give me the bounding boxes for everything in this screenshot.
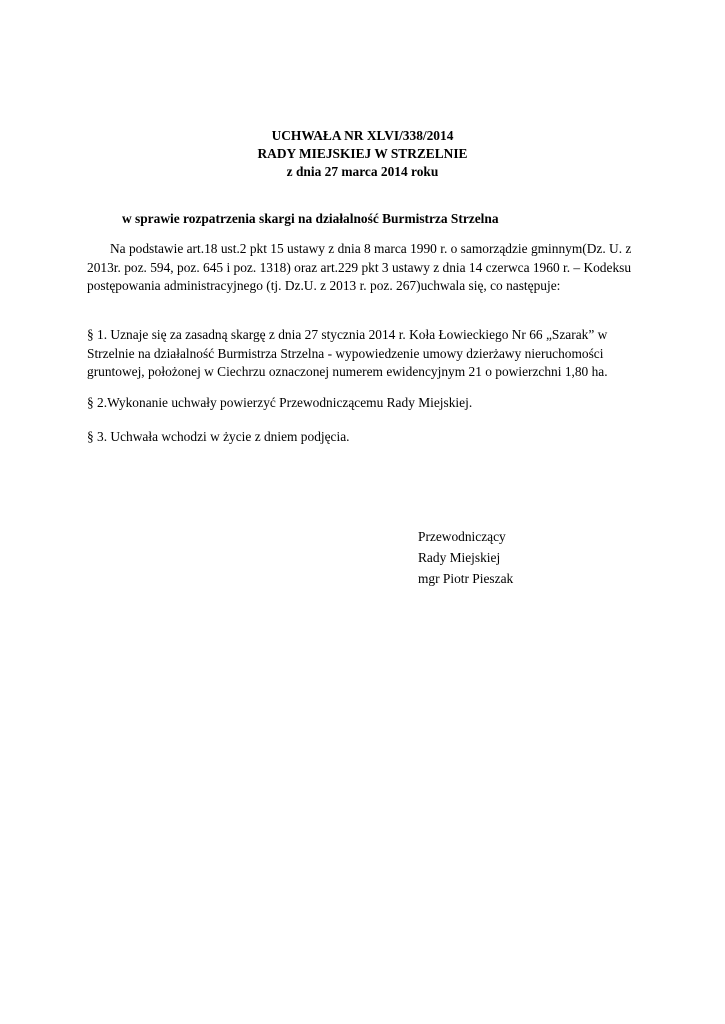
resolution-number: UCHWAŁA NR XLVI/338/2014 xyxy=(271,128,454,143)
paragraph-1: § 1. Uznaje się za zasadną skargę z dnia 27 stycznia 2014 r. Koła Łowieckiego Nr 66 „Szarak” w Strzelnie na działalność Burmistrza Strzelna - wypowiedzenie umowy dzierżawy nieruchomości gruntowej, położonej w Ciechrzu oznaczonej numerem ewidencyjnym 21 o powierzchni 1,80 ha. xyxy=(87,327,608,379)
resolution-subject: w sprawie rozpatrzenia skargi na działalność Burmistrza Strzelna xyxy=(122,211,499,226)
paragraph-3: § 3. Uchwała wchodzi w życie z dniem podjęcia. xyxy=(87,429,350,444)
signature-name: mgr Piotr Pieszak xyxy=(418,571,514,586)
signature-body: Rady Miejskiej xyxy=(418,550,501,565)
signature-block xyxy=(418,526,513,589)
council-name: RADY MIEJSKIEJ W STRZELNIE xyxy=(257,146,468,161)
resolution-header xyxy=(0,127,725,181)
paragraph-2: § 2.Wykonanie uchwały powierzyć Przewodniczącemu Rady Miejskiej. xyxy=(87,395,473,410)
signature-role: Przewodniczący xyxy=(418,529,506,544)
legal-basis-paragraph: Na podstawie art.18 ust.2 pkt 15 ustawy z dnia 8 marca 1990 r. o samorządzie gminnym(Dz. U. z 2013r. poz. 594, poz. 645 i poz. 1318) oraz art.229 pkt 3 ustawy z dnia 14 czerwca 1960 r. – Kodeksu postępowania administracyjnego (tj. Dz.U. z 2013 r. poz. 267)uchwala się, co następuje: xyxy=(87,241,632,293)
resolution-date: z dnia 27 marca 2014 roku xyxy=(286,164,439,179)
